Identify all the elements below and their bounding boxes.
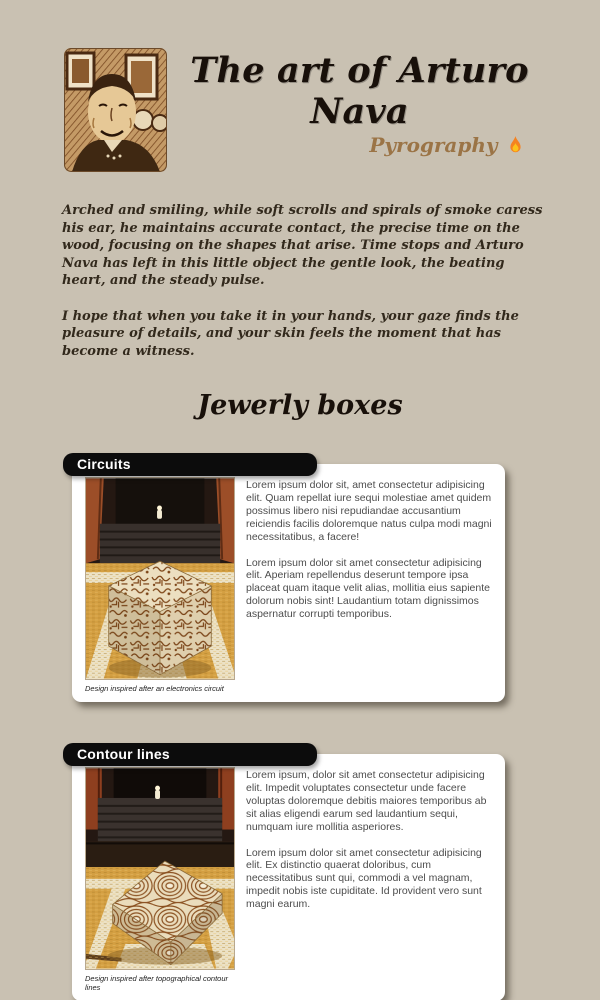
subtitle: Pyrography bbox=[369, 133, 498, 157]
card-label-text: Circuits bbox=[77, 456, 131, 472]
intro-text bbox=[62, 202, 548, 360]
fire-icon bbox=[507, 135, 524, 156]
card-text bbox=[246, 767, 493, 992]
card-body bbox=[85, 767, 493, 992]
section-title: Jewerly boxes bbox=[197, 390, 403, 421]
card-contour-lines bbox=[72, 746, 505, 1000]
card-label-text: Contour lines bbox=[77, 746, 170, 762]
card-label-circuits bbox=[63, 453, 317, 476]
card-paragraph: Lorem ipsum dolor sit, amet consectetur adipisicing elit. Quam repellat iure sequi molestiae amet quidem possimus libero nisi repudiandae accusantium reiciendis facilis doloremque natus culpa modi magni necessitatibus, a facere! bbox=[246, 479, 492, 543]
photo-caption: Design inspired after an electronics circuit bbox=[85, 684, 224, 693]
title-block bbox=[167, 48, 544, 172]
page-title bbox=[175, 50, 544, 132]
contour-box-photo bbox=[85, 767, 235, 970]
card-paragraph: Lorem ipsum dolor sit amet consectetur adipisicing elit. Ex distinctio quaerat doloribus, cum necessitatibus sunt qui, commodi a vel magnam, impedit nobis iste cupiditate. Id provident vero sunt magni earum. bbox=[246, 846, 482, 911]
card-figure bbox=[85, 477, 235, 693]
intro-paragraph-2: I hope that when you take it in your hands, your gaze finds the pleasure of details, and your skin feels the moment that has become a witness. bbox=[62, 308, 519, 359]
card-paragraph: Lorem ipsum, dolor sit amet consectetur adipisicing elit. Impedit voluptates consectetur unde facere voluptas doloremque debitis maiores temporibus ab sit alias eligendi earum sed laudantium sequi, numquam iure mollitia asperiores. bbox=[246, 769, 487, 833]
header bbox=[0, 0, 600, 172]
card-text bbox=[246, 477, 493, 693]
page-title-line2: Nava bbox=[310, 91, 409, 132]
card-circuits bbox=[72, 456, 505, 702]
card-body bbox=[85, 477, 493, 693]
subtitle-row bbox=[175, 133, 544, 157]
photo-caption: Design inspired after topographical contour lines bbox=[85, 974, 229, 992]
card-figure bbox=[85, 767, 235, 992]
card-paragraph: Lorem ipsum dolor sit amet consectetur adipisicing elit. Aperiam repellendus deserunt tempore ipsa placeat quam itaque velit alias, mollitia eius sapiente dolorum nobis sint! Laudantium totam dignissimos aspernatur corrupti temporibus. bbox=[246, 556, 490, 621]
card-label-contour-lines bbox=[63, 743, 317, 766]
circuits-box-photo bbox=[85, 477, 235, 680]
intro-paragraph-1: Arched and smiling, while soft scrolls and spirals of smoke caress his ear, he maintains accurate contact, the precise time on the wood, focusing on the shapes that arise. Time stops and Arturo Nava has left in this little object the gentle look, the beating heart, and the steady pulse. bbox=[62, 203, 543, 288]
page-title-line1: The art of Arturo bbox=[190, 50, 529, 91]
woodcut-portrait-logo bbox=[64, 48, 167, 172]
